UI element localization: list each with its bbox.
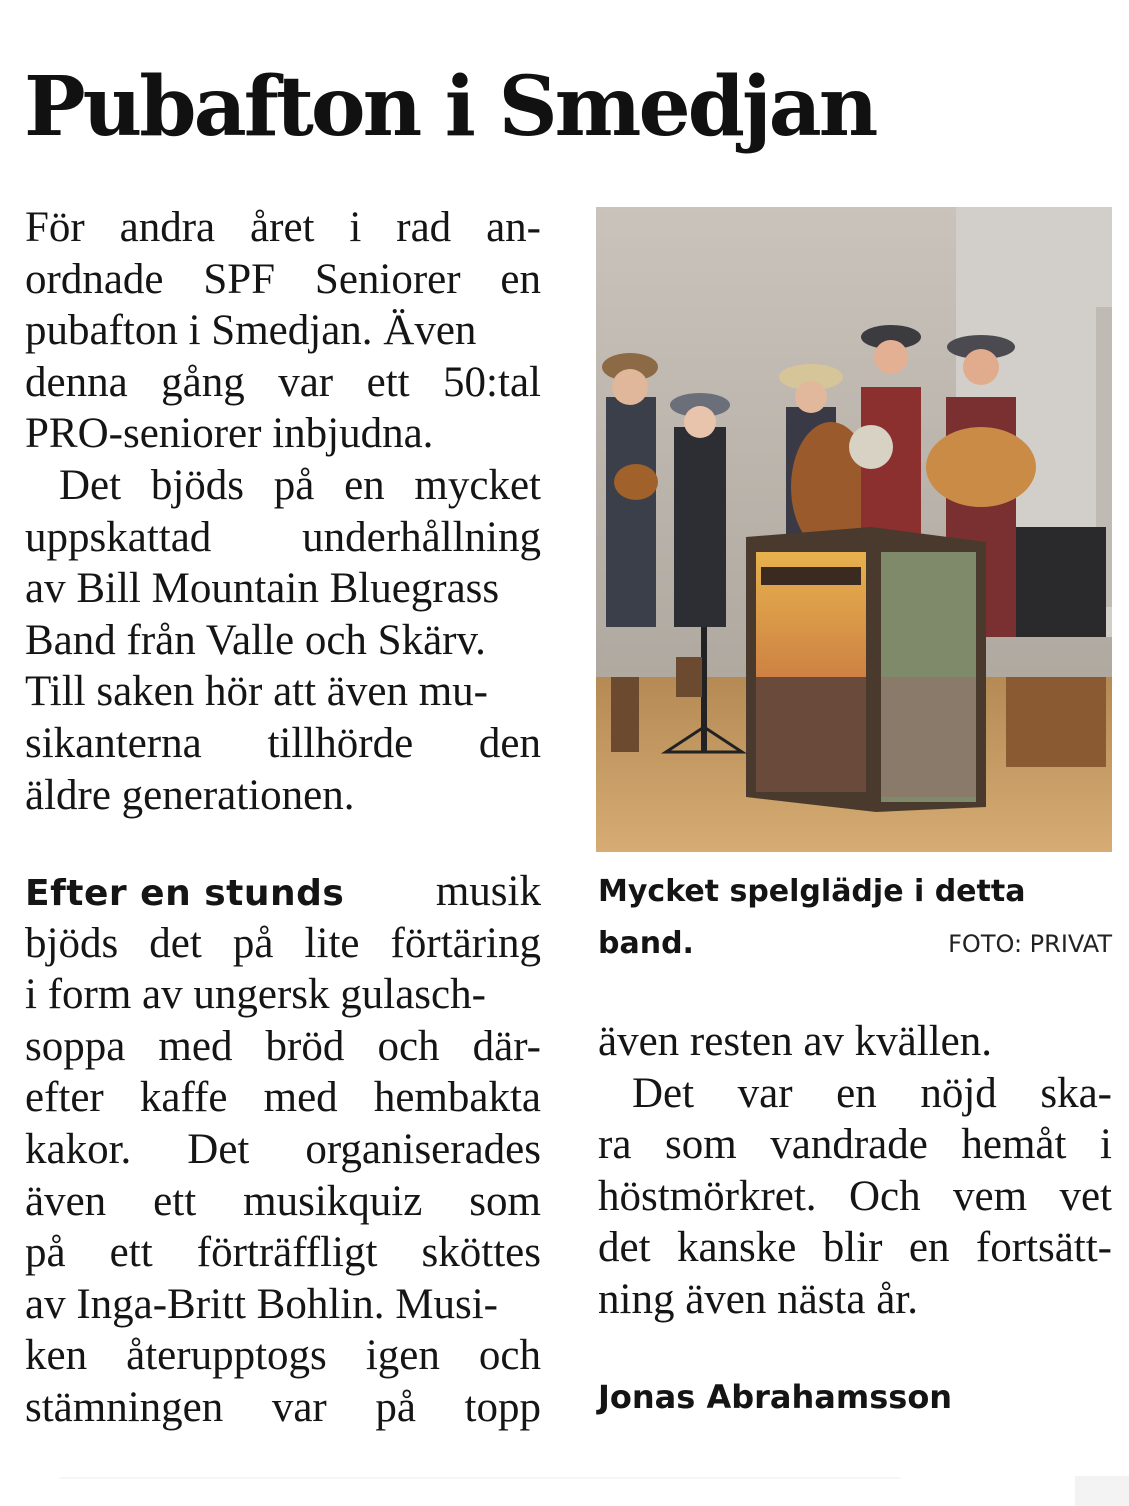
body-line: i form av ungersk gulasch- <box>25 971 486 1019</box>
caption-line: band. <box>598 926 694 961</box>
body-line: det kanske blir en fortsätt- <box>598 1224 1112 1272</box>
body-line: Det var en nöjd ska- <box>632 1069 1112 1117</box>
body-line: Det bjöds på en mycket <box>59 461 541 509</box>
body-line: denna gång var ett 50:tal <box>25 358 541 406</box>
body-line: ken återupptogs igen och <box>25 1332 541 1380</box>
body-line: ordnade SPF Seniorer en <box>25 255 541 303</box>
body-line: pubafton i Smedjan. Även <box>25 307 477 355</box>
body-line: även ett musikquiz som <box>25 1177 541 1225</box>
body-line: Till saken hör att även mu- <box>25 668 488 716</box>
body-line: efter kaffe med hembakta <box>25 1074 541 1122</box>
caption-row <box>598 918 1112 970</box>
body-line: av Inga-Britt Bohlin. Musi- <box>25 1280 498 1328</box>
lead-in: Efter en stunds <box>25 873 345 914</box>
body-line: på ett förträffligt sköttes <box>25 1229 541 1277</box>
body-line: äldre generationen. <box>25 771 355 819</box>
body-line: PRO-seniorer inbjudna. <box>25 410 434 458</box>
body-line: uppskattad underhållning <box>25 513 541 561</box>
body-line: stämningen var på topp <box>25 1383 541 1431</box>
article-column-3 <box>598 1016 1112 1326</box>
body-line: även resten av kvällen. <box>598 1018 992 1065</box>
body-line: av Bill Mountain Bluegrass <box>25 565 500 613</box>
body-line: höstmörkret. Och vem vet <box>598 1172 1112 1220</box>
body-line: För andra året i rad an- <box>25 204 541 251</box>
body-line: sikanterna tillhörde den <box>25 719 541 767</box>
body-line: bjöds det på lite förtäring <box>25 919 541 967</box>
article-column-2 <box>25 866 541 1434</box>
body-line: ra som vandrade hemåt i <box>598 1121 1112 1169</box>
photo-credit: FOTO: PRIVAT <box>948 930 1112 958</box>
body-line: Band från Valle och Skärv. <box>25 616 486 664</box>
caption-line: Mycket spelglädje i detta <box>598 874 1026 909</box>
body-line: ning även nästa år. <box>598 1275 919 1323</box>
band-photo-image <box>596 207 1112 852</box>
lead-rest: musik <box>435 868 541 915</box>
byline: Jonas Abrahamsson <box>598 1378 953 1416</box>
band-photo <box>596 207 1112 852</box>
article-column-1 <box>25 202 541 821</box>
body-line: kakor. Det organiserades <box>25 1125 541 1173</box>
body-line: soppa med bröd och där- <box>25 1022 541 1070</box>
headline: Pubafton i Smedjan <box>24 59 876 155</box>
bottom-edge <box>0 1476 1129 1506</box>
photo-caption <box>598 866 1112 970</box>
body-line-lead <box>25 866 541 918</box>
